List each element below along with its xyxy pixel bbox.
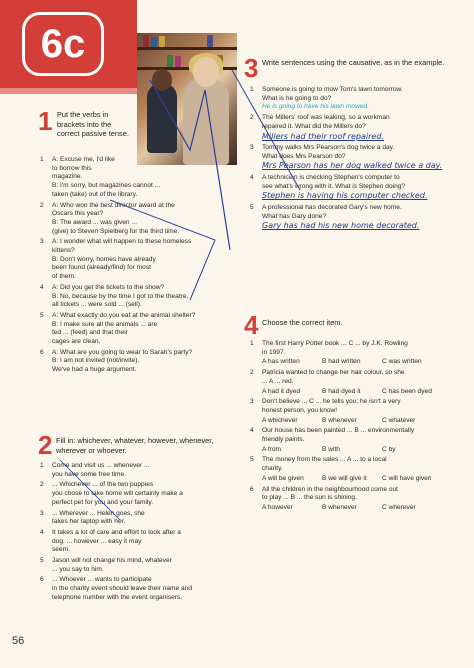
item-number: 1 xyxy=(40,156,44,163)
item-text-line: ... Whichever ... of the two puppies xyxy=(52,481,154,489)
item-number: 6 xyxy=(250,485,254,493)
item-number: 5 xyxy=(40,557,44,565)
item-text-line: Patricia wanted to change her hair colour, so she xyxy=(262,369,405,377)
item-number: 1 xyxy=(250,340,254,347)
item-number: 2 xyxy=(250,114,254,122)
ex2-item-6 xyxy=(40,576,238,602)
item-number: 6 xyxy=(40,348,44,356)
item-text-line: Come and visit us ... whenever ... xyxy=(52,462,150,469)
item-text-line: Someone is going to mow Tom's lawn tomorrow. xyxy=(262,86,403,93)
item-text-line: perfect pet for you and your family. xyxy=(52,498,154,506)
answer-options xyxy=(262,446,450,455)
item-text-line: What has Gary done? xyxy=(262,212,327,220)
ex1-item-6 xyxy=(40,349,238,375)
answer-options xyxy=(262,358,450,367)
ex1-item-5 xyxy=(40,312,238,347)
answer-options xyxy=(262,388,450,397)
item-text-line: What is he going to do? xyxy=(262,94,332,102)
item-text-line: taken (take) out of the library. xyxy=(52,190,138,198)
ex3-item-3 xyxy=(250,144,450,172)
item-text-line: B: Don't worry, homes have already xyxy=(52,255,156,263)
ex3-item-2 xyxy=(250,114,450,142)
item-text-line: (give) to Steven Spielberg for the third time. xyxy=(52,227,180,235)
item-text-line: friendly paints. xyxy=(262,436,305,444)
exercise-3-items xyxy=(250,86,450,234)
item-text-line: fed ... (feed) and that their xyxy=(52,329,128,337)
answer-option[interactable]: A however xyxy=(262,503,293,511)
answer-option[interactable]: B whenever xyxy=(322,416,357,424)
item-text-line: charity. xyxy=(262,465,283,473)
answer-option[interactable]: A had it dyed xyxy=(262,387,301,395)
item-text-line: honest person, you know! xyxy=(262,406,338,414)
answer-options xyxy=(262,504,450,513)
ex4-item-2 xyxy=(250,369,450,396)
item-text-line: A: Excuse me, I'd like xyxy=(52,156,115,163)
item-text-line: to borrow this xyxy=(52,164,92,172)
item-number: 4 xyxy=(40,528,44,536)
item-text-line: Oscars this year? xyxy=(52,210,104,218)
example-answer: He is going to have his lawn mowed. xyxy=(262,103,370,111)
library-photo xyxy=(137,33,237,165)
answer-option[interactable]: C by xyxy=(382,445,396,453)
answer-option[interactable]: B whenever xyxy=(322,503,357,511)
item-text-line: A professional has decorated Gary's new home. xyxy=(262,203,402,211)
ex1-item-4 xyxy=(40,284,238,310)
answer-options xyxy=(262,475,450,484)
exercise-4-number: 4 xyxy=(244,310,259,340)
item-text-line: cages are clean. xyxy=(52,338,101,346)
item-text-line: Jason will not change his mind, whatever xyxy=(52,557,172,565)
answer-option[interactable]: C was written xyxy=(382,358,422,366)
exercise-2-instruction: Fill in: whichever, whatever, however, whenever, wherever or whoever. xyxy=(56,436,214,455)
item-text-line: you chose to take home will certainly make a xyxy=(52,490,183,498)
ex4-item-4 xyxy=(250,427,450,454)
item-number: 4 xyxy=(250,174,254,182)
item-number: 4 xyxy=(250,427,254,435)
exercise-3-number: 3 xyxy=(244,53,259,83)
unit-badge: 6c xyxy=(22,12,104,76)
answer-option[interactable]: B had dyed it xyxy=(322,387,361,395)
item-number: 3 xyxy=(250,398,254,406)
ex1-item-3 xyxy=(40,238,238,282)
item-text-line: ... Wherever ... Helen goes, she xyxy=(52,509,145,517)
item-text-line: B: No, because by the time I got to the theatre, xyxy=(52,292,189,300)
item-number: 2 xyxy=(40,201,44,209)
item-text-line: telephone number with the event organisers. xyxy=(52,593,183,601)
item-text-line: A: What exactly do you eat at the animal shelter? xyxy=(52,311,196,319)
item-text-line: A: I wonder what will happen to these homeless xyxy=(52,238,192,246)
ex1-item-2 xyxy=(40,202,238,237)
handwritten-answer: Millers had their roof repaired. xyxy=(262,131,384,141)
item-text-line: in the charity event should leave their name and xyxy=(52,585,193,593)
item-text-line: A: Did you get the tickets to the show? xyxy=(52,283,165,291)
ex2-item-4 xyxy=(40,529,238,555)
item-text-line: Tommy walks Mrs Pearson's dog twice a day. xyxy=(262,144,395,152)
answer-option[interactable]: A whichever xyxy=(262,416,298,424)
item-number: 1 xyxy=(40,462,44,469)
item-number: 6 xyxy=(40,576,44,584)
ex2-item-5 xyxy=(40,557,238,574)
exercise-1-items xyxy=(40,156,238,377)
handwritten-answer: Mrs Pearson has her dog walked twice a day. xyxy=(262,161,443,171)
item-number: 5 xyxy=(250,456,254,464)
item-text-line: see what's wrong with it. What is Stephen doing? xyxy=(262,182,406,190)
item-text-line: in 1997. xyxy=(262,348,286,356)
handwritten-answer: Stephen is having his computer checked. xyxy=(262,191,428,201)
ex3-item-1 xyxy=(250,86,450,112)
item-text-line: B: I make sure all the animals ... are xyxy=(52,320,158,328)
ex3-item-5 xyxy=(250,204,450,232)
item-text-line: The money from the sales ... A ... to a local xyxy=(262,456,387,464)
item-text-line: ... A ... red. xyxy=(262,377,294,385)
item-text-line: All the children in the neighbourhood come out xyxy=(262,485,398,493)
item-text-line: B: I'm sorry, but magazines cannot ... xyxy=(52,182,161,190)
item-text-line: ... you say to him. xyxy=(52,565,104,573)
ex4-item-1 xyxy=(250,340,450,367)
item-text-line: seem. xyxy=(52,546,70,554)
item-text-line: magazine. xyxy=(52,173,83,181)
answer-option[interactable]: C has been dyed xyxy=(382,387,432,395)
exercise-2-number: 2 xyxy=(38,430,53,460)
ex2-item-3 xyxy=(40,510,238,527)
answer-option[interactable]: C wherever xyxy=(382,503,416,511)
item-number: 1 xyxy=(250,86,254,93)
exercise-1-instruction: Put the verbs in brackets into the correct passive tense. xyxy=(57,110,129,139)
item-text-line: to play ... B ... the sun is shining. xyxy=(262,494,357,502)
item-number: 4 xyxy=(40,283,44,291)
exercise-4-instruction: Choose the correct item. xyxy=(262,318,343,327)
item-text-line: A: What are you going to wear to Sarah's party? xyxy=(52,348,193,356)
item-text-line: A: Who won the best director award at the xyxy=(52,201,175,209)
item-text-line: B: I am not invited (not/invite). xyxy=(52,357,140,365)
exercise-1-number: 1 xyxy=(38,106,53,136)
item-text-line: repaired it. What did the Millers do? xyxy=(262,122,366,130)
unit-header-strip xyxy=(0,88,137,94)
ex2-item-1 xyxy=(40,462,238,479)
exercise-2-items xyxy=(40,462,238,605)
item-text-line: kittens? xyxy=(52,247,75,255)
ex3-item-4 xyxy=(250,174,450,202)
answer-option[interactable]: B had written xyxy=(322,358,361,366)
answer-options xyxy=(262,417,450,426)
item-text-line: you have some free time. xyxy=(52,470,127,478)
answer-option[interactable]: A from xyxy=(262,445,282,453)
handwritten-answer: Gary has had his new home decorated. xyxy=(262,221,420,231)
item-text-line: B: The award ... was given ... xyxy=(52,218,137,226)
ex1-item-1 xyxy=(40,156,238,200)
item-text-line: of them. xyxy=(52,273,76,281)
exercise-4-items xyxy=(250,340,450,515)
exercise-3-instruction: Write sentences using the causative, as in the example. xyxy=(262,58,445,67)
item-text-line: ... Whoever ... wants to participate xyxy=(52,576,152,584)
answer-option[interactable]: B with xyxy=(322,445,340,453)
answer-option[interactable]: A has written xyxy=(262,358,300,366)
ex4-item-6 xyxy=(250,486,450,513)
item-text-line: It takes a lot of care and effort to look after a xyxy=(52,528,181,536)
item-text-line: takes her laptop with her. xyxy=(52,518,126,526)
item-text-line: A technician is checking Stephen's computer to xyxy=(262,174,400,182)
item-text-line: dog. ... however ... easy it may xyxy=(52,537,142,545)
item-text-line: The first Harry Potter book ... C ... by J.K. Rowling xyxy=(262,340,408,347)
item-text-line: been found (already/find) for most xyxy=(52,264,151,272)
item-number: 2 xyxy=(250,369,254,377)
answer-option[interactable]: A will be given xyxy=(262,474,304,482)
item-text-line: We've had a huge argument. xyxy=(52,366,137,374)
item-number: 5 xyxy=(250,203,254,211)
item-text-line: What does Mrs Pearson do? xyxy=(262,152,346,160)
ex4-item-5 xyxy=(250,456,450,483)
item-number: 3 xyxy=(250,144,254,152)
item-text-line: Our house has been painted ... B ... environmentally xyxy=(262,427,415,435)
answer-option[interactable]: C whatever xyxy=(382,416,416,424)
item-number: 3 xyxy=(40,238,44,246)
item-number: 3 xyxy=(40,509,44,517)
item-text-line: Don't believe ... C ... he tells you; he isn't a very xyxy=(262,398,401,406)
item-text-line: all tickets ... were sold ... (sell). xyxy=(52,301,142,309)
answer-option[interactable]: B we will give it xyxy=(322,474,367,482)
item-number: 5 xyxy=(40,311,44,319)
item-text-line: The Millers' roof was leaking, so a workman xyxy=(262,114,390,122)
page-number: 56 xyxy=(12,635,25,647)
item-number: 2 xyxy=(40,481,44,489)
ex2-item-2 xyxy=(40,481,238,507)
answer-option[interactable]: C will have given xyxy=(382,474,432,482)
ex4-item-3 xyxy=(250,398,450,425)
